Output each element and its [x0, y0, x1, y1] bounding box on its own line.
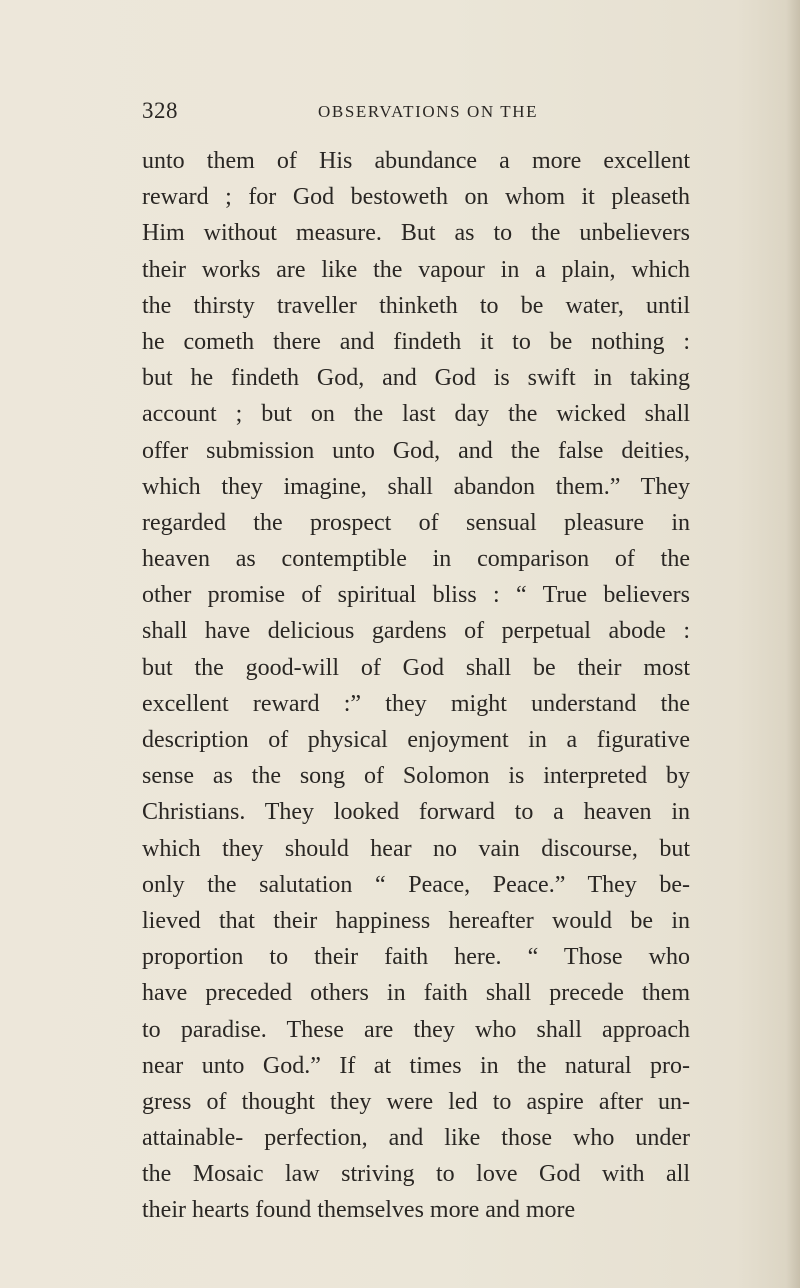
- text-line: attainable- perfection, and like those who under: [142, 1125, 690, 1152]
- text-line: offer submission unto God, and the false deities,: [142, 437, 690, 464]
- text-line: near unto God.” If at times in the natural pro-: [142, 1052, 690, 1079]
- text-line: unto them of His abundance a more excellent: [142, 148, 690, 174]
- text-line: which they should hear no vain discourse, but: [142, 835, 690, 862]
- text-line: sense as the song of Solomon is interpreted by: [142, 763, 690, 790]
- text-line: Him without measure. But as to the unbelievers: [142, 220, 690, 247]
- text-line: their works are like the vapour in a plain, which: [142, 256, 690, 283]
- text-line: their hearts found themselves more and more: [142, 1197, 576, 1224]
- text-line: shall have delicious gardens of perpetual abode :: [142, 618, 690, 645]
- text-line: he cometh there and findeth it to be nothing :: [142, 328, 690, 355]
- text-line: description of physical enjoyment in a figurative: [142, 727, 690, 753]
- text-line: lieved that their happiness hereafter would be in: [142, 907, 690, 934]
- text-line: the Mosaic law striving to love God with all: [142, 1161, 690, 1188]
- text-line: reward ; for God bestoweth on whom it pleaseth: [142, 184, 690, 211]
- running-head: OBSERVATIONS ON THE: [318, 102, 539, 121]
- text-line: the thirsty traveller thinketh to be water, until: [142, 292, 690, 319]
- page-header: [0, 92, 800, 132]
- text-line: gress of thought they were led to aspire after un-: [142, 1088, 690, 1115]
- body-text: [142, 143, 690, 1229]
- page-edge-shadow: [786, 0, 800, 1288]
- text-line: proportion to their faith here. “ Those who: [142, 944, 690, 971]
- text-line: but he findeth God, and God is swift in taking: [142, 365, 690, 392]
- text-line: heaven as contemptible in comparison of the: [142, 546, 690, 573]
- text-line: but the good-will of God shall be their most: [142, 654, 690, 681]
- text-line: other promise of spiritual bliss : “ True believers: [142, 582, 690, 609]
- text-line: excellent reward :” they might understand the: [142, 690, 690, 717]
- text-line: have preceded others in faith shall precede them: [142, 980, 690, 1007]
- text-line: to paradise. These are they who shall approach: [142, 1016, 690, 1043]
- text-line: regarded the prospect of sensual pleasure in: [142, 509, 690, 536]
- text-line: which they imagine, shall abandon them.” They: [142, 473, 690, 500]
- page-number: 328: [142, 98, 178, 123]
- text-line: only the salutation “ Peace, Peace.” They be-: [142, 871, 690, 898]
- text-line: account ; but on the last day the wicked shall: [142, 401, 690, 428]
- text-line: Christians. They looked forward to a heaven in: [142, 799, 690, 826]
